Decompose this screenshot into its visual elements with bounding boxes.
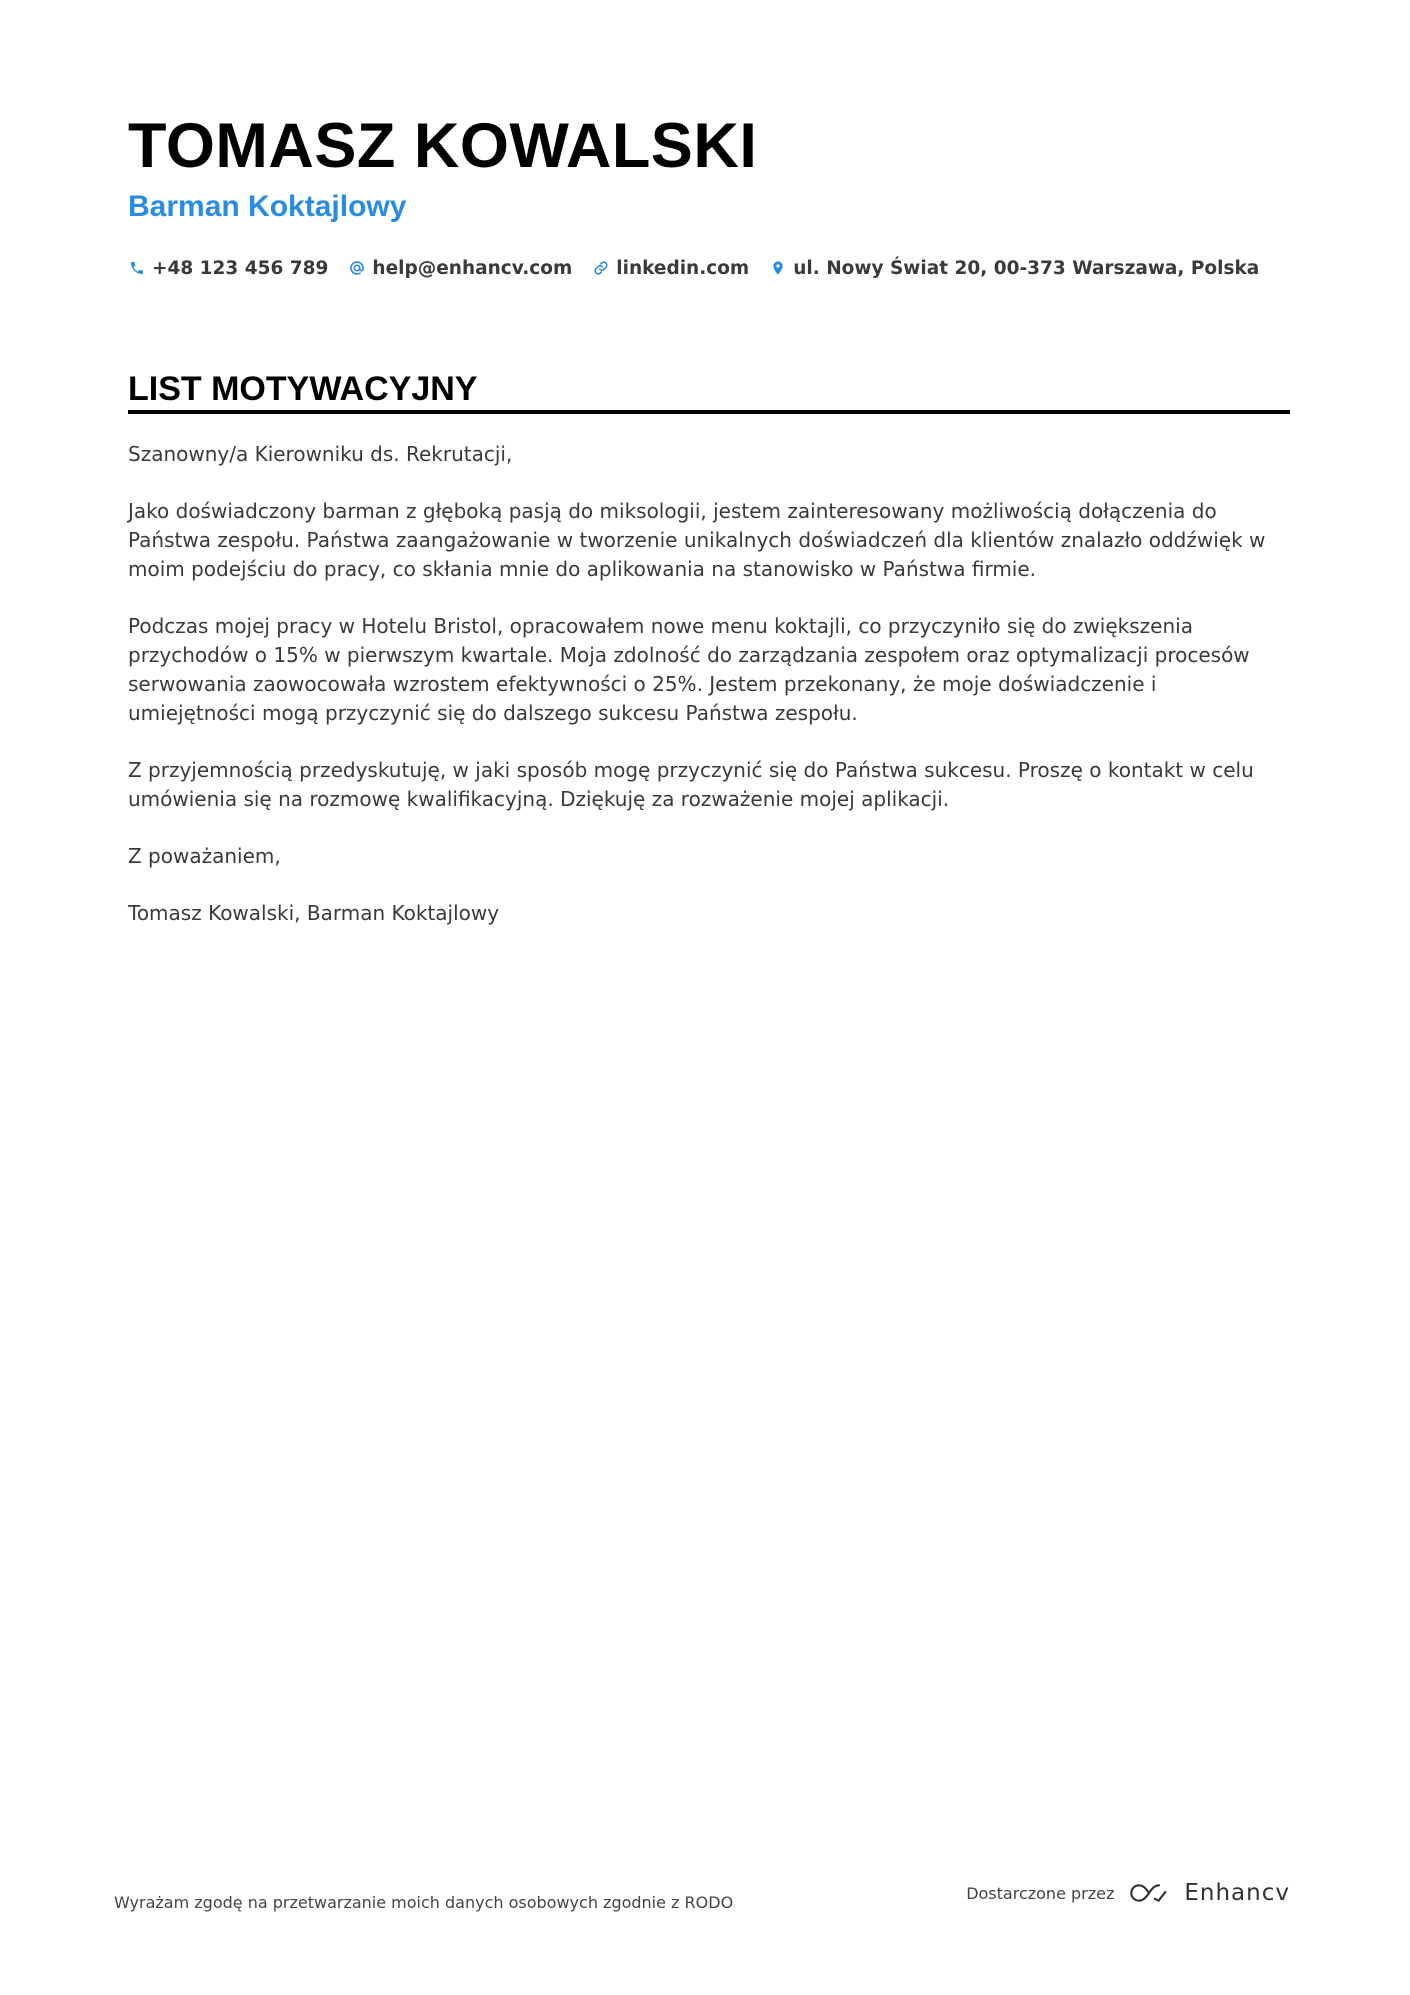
contact-linkedin[interactable] bbox=[592, 258, 749, 279]
section-title: LIST MOTYWACYJNY bbox=[128, 370, 478, 408]
contact-address-text: ul. Nowy Świat 20, 00-373 Warszawa, Polska bbox=[793, 257, 1260, 279]
enhancv-logo-text: Enhancv bbox=[1184, 1880, 1290, 1906]
letter-greeting: Szanowny/a Kierowniku ds. Rekrutacji, bbox=[128, 442, 513, 466]
candidate-name: TOMASZ KOWALSKI bbox=[128, 111, 758, 181]
section-divider bbox=[128, 410, 1290, 414]
contact-email[interactable] bbox=[348, 258, 572, 279]
contact-phone-text: +48 123 456 789 bbox=[152, 257, 329, 279]
contact-info-row bbox=[128, 254, 1279, 282]
link-icon bbox=[592, 258, 610, 278]
gdpr-consent-note: Wyrażam zgodę na przetwarzanie moich danych osobowych zgodnie z RODO bbox=[114, 1893, 734, 1912]
letter-paragraph-2: Podczas mojej pracy w Hotelu Bristol, opracowałem nowe menu koktajli, co przyczyniło się do zwiększenia przychodów o 15% w pierwszym kwartale. Moja zdolność do zarządzania zespołem oraz optymalizacji procesów serwowania zaowocowała wzrostem efektywności o 25%. Jestem przekonany, że moje doświadczenie i umiejętności mogą przyczynić się do dalszego sukcesu Państwa zespołu. bbox=[128, 614, 1250, 725]
letter-body bbox=[128, 440, 1290, 957]
provided-by-label: Dostarczone przez bbox=[966, 1883, 1115, 1903]
provided-by[interactable] bbox=[966, 1880, 1290, 1906]
letter-paragraph-3: Z przyjemnością przedyskutuję, w jaki sposób mogę przyczynić się do Państwa sukcesu. Proszę o kontakt w celu umówienia się na rozmowę kwalifikacyjną. Dziękuję za rozważenie mojej aplikacji. bbox=[128, 757, 1254, 811]
contact-email-text: help@enhancv.com bbox=[372, 257, 573, 279]
at-icon bbox=[348, 258, 366, 278]
letter-paragraph-1: Jako doświadczony barman z głęboką pasją do miksologii, jestem zainteresowany możliwością dołączenia do Państwa zespołu. Państwa zaangażowanie w tworzenie unikalnych doświadczeń dla klientów znalazło oddźwięk w moim podejściu do pracy, co skłania mnie do aplikowania na stanowisko w Państwa firmie. bbox=[128, 499, 1266, 581]
letter-signature: Tomasz Kowalski, Barman Koktajlowy bbox=[128, 901, 500, 926]
candidate-role: Barman Koktajlowy bbox=[128, 190, 407, 223]
location-pin-icon bbox=[769, 258, 787, 278]
contact-phone[interactable] bbox=[128, 258, 328, 279]
infinity-logo-icon bbox=[1126, 1880, 1172, 1906]
contact-address bbox=[769, 258, 1259, 279]
contact-linkedin-text: linkedin.com bbox=[616, 257, 750, 279]
phone-icon bbox=[128, 258, 146, 278]
letter-closing: Z poważaniem, bbox=[128, 843, 281, 868]
